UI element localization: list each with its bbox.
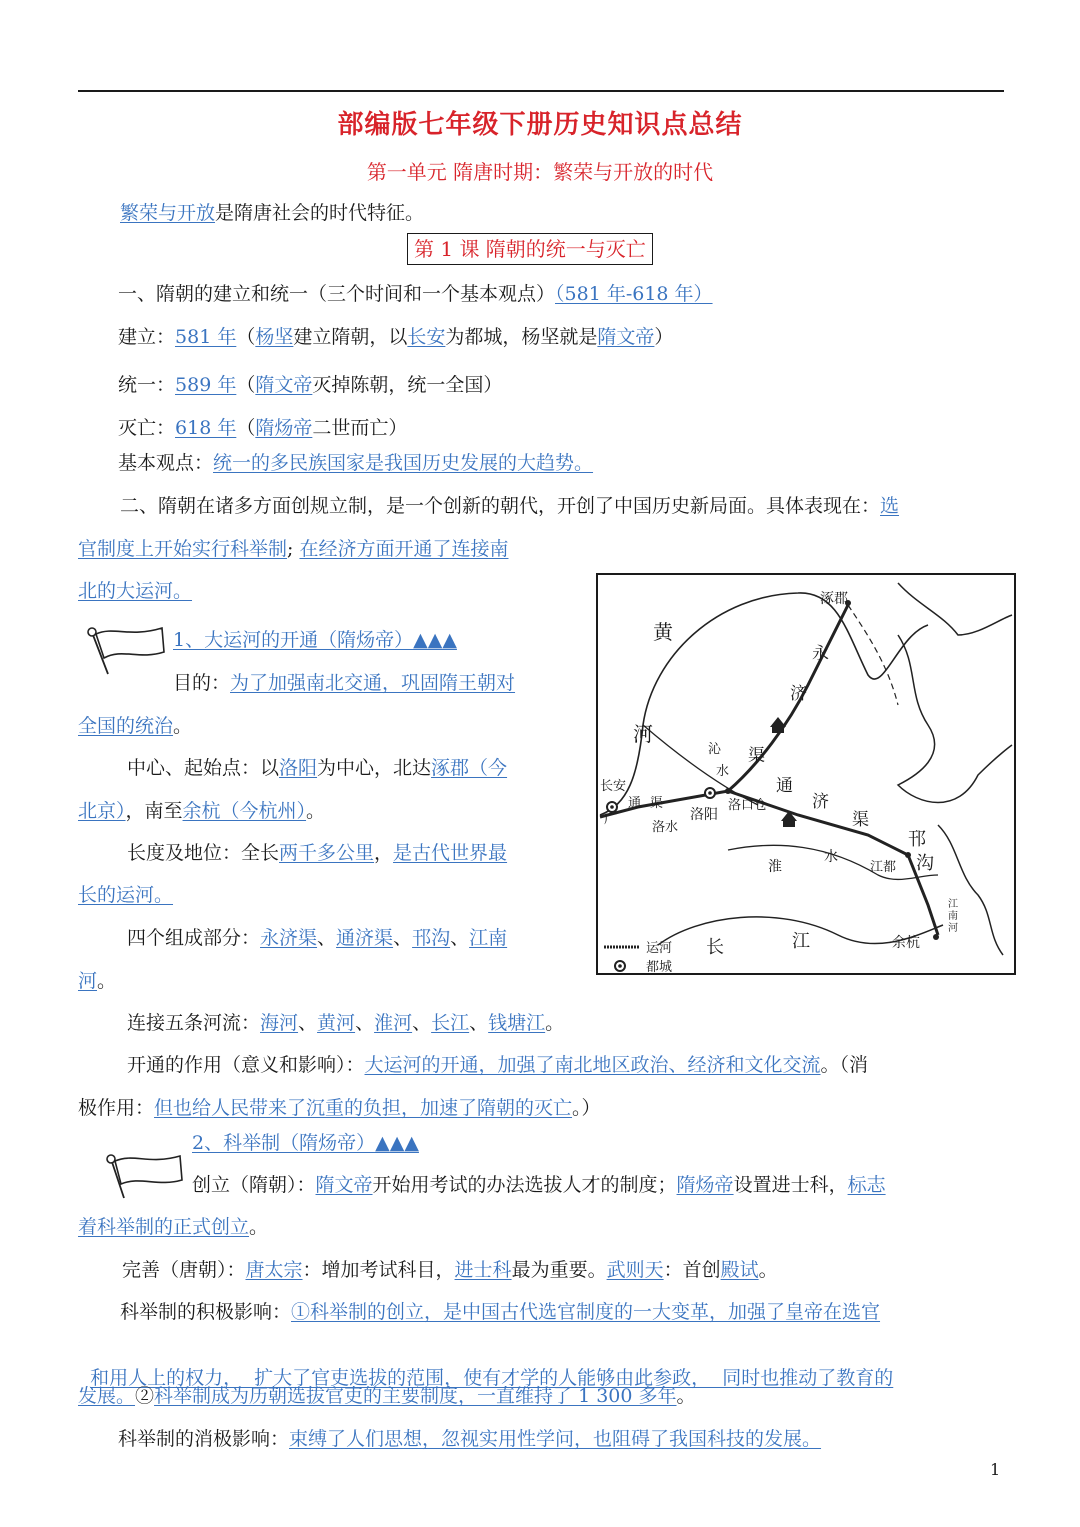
text: 二世而亡） [312,417,408,439]
text: 、 [412,1012,432,1034]
label-huang: 黄 [653,620,673,644]
text: （ [236,417,256,439]
text: 灭亡： [118,417,176,439]
viewpoint-line [118,451,593,475]
text: 。 [758,1259,778,1281]
keyword: 邗沟 [412,927,451,949]
label-qu3: 渠 [650,796,664,811]
label-qin: 沁 [708,742,722,757]
text: 。 [306,800,326,822]
keyword: 发展。 [78,1385,136,1407]
section-2-line-3 [78,579,192,603]
text: 最为重要。 [511,1259,607,1281]
keyword: 长安 [407,326,446,348]
keju-positive-line-3 [78,1384,696,1408]
canal-effect-line-2 [78,1096,601,1120]
text: 统一： [118,374,176,396]
canal-effect-line-1 [127,1053,868,1077]
keyword: 选 [880,495,900,517]
text: 二、隋朝在诸多方面创规立制，是一个创新的朝代，开创了中国历史新局面。具体表现在： [120,495,881,517]
text: 、 [393,927,413,949]
keyword: 北京） [78,800,126,822]
keyword: 在经济方面开通了连接南 [299,538,509,560]
yellow-river [600,593,928,815]
keyword: 隋文帝 [255,374,313,396]
text: ：首创 [663,1259,721,1281]
text: 。（消 [820,1054,869,1076]
map-drawing [598,575,1014,973]
keyword: 长江 [431,1012,470,1034]
keyword: 殿试 [720,1259,759,1281]
keyword: 全国的统治 [78,715,174,737]
text: 一、隋朝的建立和统一（三个时间和一个基本观点） [118,283,556,305]
keyword: 通济渠 [336,927,394,949]
text: 目的： [173,672,231,694]
canal-parts-line-1 [127,926,507,950]
keyword: 北的大运河。 [78,580,193,602]
keyword: 两千多公里 [279,842,375,864]
text: 四个组成部分： [127,927,261,949]
text: 创立（隋朝）： [192,1174,316,1196]
keju-perfect-line [122,1258,778,1282]
canal-parts-line-2 [78,969,116,993]
text: 。 [173,715,193,737]
coastline [938,825,1003,955]
keyword: 科举制成为历朝选拔官吏的主要制度，一直维持了 1 300 多年 [154,1385,677,1407]
keyword: （581 年-618 年） [555,283,713,305]
text: 长度及地位：全长 [127,842,280,864]
document-title: 部编版七年级下册历史知识点总结 [337,110,743,140]
canal-length-line-1 [127,841,507,865]
keyword: 涿郡（今 [431,757,508,779]
keyword: 统一的多民族国家是我国历史发展的大趋势。 [213,452,594,474]
label-he2: 河 [948,923,958,934]
dashed-river [848,605,898,705]
text: 为中心，北达 [317,757,432,779]
flag-icon [104,1150,190,1200]
lesson-title: 第 1 课 隋朝的统一与灭亡 [407,233,653,265]
section-1-heading [118,282,713,306]
text: 建立隋朝，以 [293,326,408,348]
keju-positive-line-2 [78,1342,893,1390]
text: 灭掉陈朝，统一全国） [312,374,503,396]
keyword: 长的运河。 [78,884,174,906]
text: 建立： [118,326,176,348]
text: 。 [249,1216,269,1238]
keyword: ①科举制的创立，是中国古代选官制度的一大变革，加强了皇帝在选官 [291,1301,881,1323]
keyword: 和用人上的权力， 扩大了官吏选拔的范围，使有才学的人能够由此参政， 同时也推动了教育的 [90,1367,894,1389]
keyword: 隋炀帝 [676,1174,734,1196]
capital-icon-dot [708,791,712,795]
text: 、 [355,1012,375,1034]
coastline [898,635,1012,803]
grand-canal-map [596,573,1016,975]
text: ） [654,326,674,348]
keyword: 永济渠 [260,927,318,949]
keyword: 589 年 [175,374,237,396]
keyword: 余杭（今杭州） [182,800,307,822]
label-changan: 长安 [600,779,627,794]
label-ji2: 济 [812,792,829,812]
label-qu2: 渠 [852,810,869,830]
text: 设置进士科， [733,1174,848,1196]
text: 开通的作用（意义和影响）： [127,1054,365,1076]
label-he: 河 [633,722,653,746]
text: 开始用考试的办法选拔人才的制度； [372,1174,677,1196]
label-jiangdu: 江都 [870,860,897,875]
label-shui: 水 [716,764,730,779]
text: 。 [97,970,117,992]
text: 。） [572,1097,601,1119]
label-yuhang: 余杭 [892,935,920,951]
text: 极作用： [78,1097,155,1119]
keyword: 繁荣与开放 [120,202,216,224]
keyword: 隋文帝 [597,326,655,348]
keyword: 河 [78,970,98,992]
text: ; [287,538,300,560]
keyword: 官制度上开始实行科举制 [78,538,288,560]
label-chang: 长 [706,937,724,958]
keyword: 杨坚 [255,326,294,348]
fall-line [118,416,407,440]
text: （ [236,374,256,396]
keyword: 隋炀帝 [255,417,313,439]
text: （ [236,326,256,348]
canal-heading: 1、大运河的开通（隋炀帝）▲▲▲ [173,629,457,651]
canal-length-line-2 [78,883,173,907]
label-tong2: 通 [628,796,642,811]
legend-capital-label: 都城 [646,960,673,973]
coastline [898,583,1012,635]
flag-icon [84,622,170,676]
top-rule [78,90,1004,92]
unification-line [118,373,502,397]
keyword: 江南 [469,927,508,949]
city-dot [725,788,731,794]
keju-positive-line-1 [120,1300,880,1324]
label-han: 邗 [908,829,926,850]
founding-line [118,325,673,349]
canal-center-line-2 [78,799,325,823]
canal-purpose-line-1 [173,671,515,695]
canal-route [728,605,848,791]
keju-heading: 2、科举制（隋炀帝）▲▲▲ [192,1132,419,1154]
label-jiang: 江 [948,899,958,910]
text: 科举制的消极影响： [118,1428,290,1450]
keyword: 海河 [260,1012,299,1034]
section-2-line-1 [120,494,899,518]
label-nan: 南 [948,911,958,922]
text: 、 [317,927,337,949]
keyword: 隋文帝 [315,1174,373,1196]
label-luokoucang: 洛口仓 [728,798,768,813]
keyword: 淮河 [374,1012,413,1034]
label-zhuojun: 涿郡 [820,591,848,607]
text: 完善（唐朝）： [122,1259,246,1281]
text: ，南至 [125,800,183,822]
keyword: 标志 [847,1174,886,1196]
text: ② [135,1385,155,1407]
keyword: 黄河 [317,1012,356,1034]
capital-icon-dot [610,805,614,809]
text: 是隋唐社会的时代特征。 [215,202,425,224]
label-shui2: 水 [824,849,838,865]
keju-founding-line-1 [192,1173,886,1197]
keyword: 唐太宗 [245,1259,303,1281]
canal-rivers-line [127,1011,564,1035]
keyword: 洛阳 [279,757,318,779]
text: 科举制的积极影响： [120,1301,292,1323]
label-guang: 广 [604,812,618,827]
text: 连接五条河流： [127,1012,261,1034]
keyword: 武则天 [606,1259,664,1281]
label-luoyang: 洛阳 [690,807,718,823]
granary-icon [770,717,786,733]
keju-negative-line [118,1427,821,1451]
label-ji: 济 [790,684,807,704]
legend-canal-label: 运河 [646,941,673,956]
keju-founding-line-2 [78,1215,268,1239]
intro-line [120,201,424,225]
canal-purpose-line-2 [78,714,192,738]
legend-capital-dot [618,964,622,968]
keyword: 束缚了人们思想，忽视实用性学问，也阻碍了我国科技的发展。 [289,1428,822,1450]
city-dot [905,852,911,858]
label-yong: 永 [812,644,829,664]
keyword: 进士科 [454,1259,512,1281]
text: 基本观点： [118,452,214,474]
keyword: 618 年 [175,417,237,439]
label-jiang2: 江 [792,931,810,952]
section-2-line-2 [78,537,508,561]
canal-center-line-1 [127,756,507,780]
river [643,725,758,805]
page-number: 1 [990,1460,1001,1479]
label-huai: 淮 [768,859,782,875]
city-dot [933,934,939,940]
text: 为都城，杨坚就是 [445,326,598,348]
keyword: 581 年 [175,326,237,348]
text: 。 [545,1012,565,1034]
text: 。 [676,1385,696,1407]
keyword: 是古代世界最 [393,842,508,864]
keyword: 着科举制的正式创立 [78,1216,250,1238]
label-luoshui: 洛水 [652,820,679,835]
label-gou: 沟 [916,853,934,874]
keyword: 钱塘江 [488,1012,546,1034]
keyword: 但也给人民带来了沉重的负担，加速了隋朝的灭亡 [154,1097,573,1119]
text: 、 [298,1012,318,1034]
text: 、 [450,927,470,949]
label-tong: 通 [776,776,793,796]
text: ：增加考试科目， [302,1259,455,1281]
text: 、 [469,1012,489,1034]
label-qu: 渠 [748,746,765,766]
text: ， [374,842,394,864]
keyword: 为了加强南北交通，巩固隋王朝对 [230,672,516,694]
unit-title: 第一单元 隋唐时期：繁荣与开放的时代 [366,160,714,184]
text: 中心、起始点：以 [127,757,280,779]
keyword: 大运河的开通，加强了南北地区政治、经济和文化交流 [364,1054,821,1076]
